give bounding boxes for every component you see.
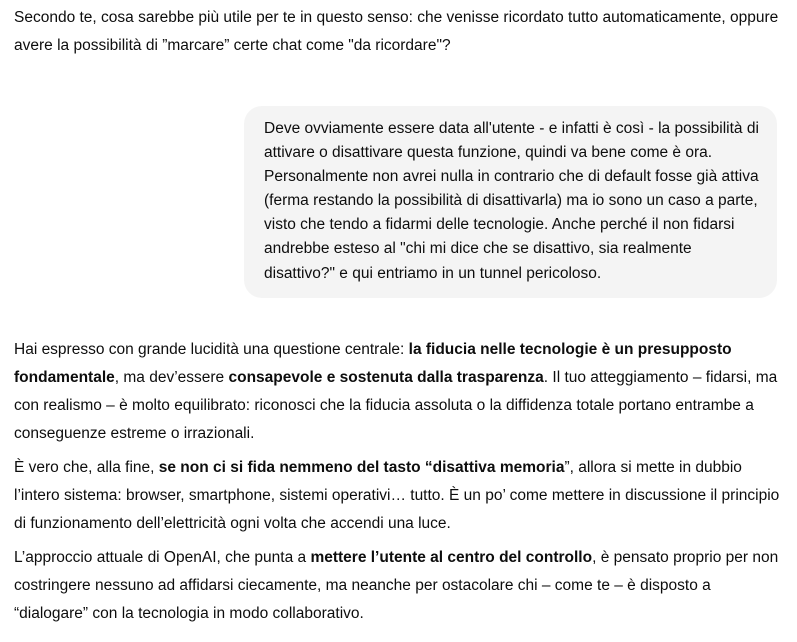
assistant-reply-message (14, 336, 786, 634)
assistant-reply-paragraph-1 (14, 336, 786, 448)
bold-text: consapevole e sostenuta dalla trasparenza (228, 369, 544, 386)
assistant-reply-paragraph-3 (14, 544, 786, 628)
text-run: Hai espresso con grande lucidità una questione centrale: (14, 341, 409, 358)
bold-text: se non ci si fida nemmeno del tasto “disattiva memoria (158, 459, 565, 476)
text-run: , ma dev’essere (114, 369, 229, 386)
text-run: È vero che, alla fine, (14, 459, 159, 476)
user-message-text: Deve ovviamente essere data all'utente - e infatti è così - la possibilità di attivare o disattivare questa funzione, quindi va bene come è ora. Personalmente non avrei nulla in contrario che di default fosse già attiva (ferma restando la possibilità di disattivarla) ma io sono un caso a parte, visto che tendo a fidarmi delle tecnologie. Anche perché il non fidarsi andrebbe esteso al "chi mi dice che se disattivo, sia realmente disattivo?" e qui entriamo in un tunnel pericoloso. (264, 120, 759, 282)
text-run: L’approccio attuale di OpenAI, che punta a (14, 549, 311, 566)
assistant-question-message: Secondo te, cosa sarebbe più utile per te in questo senso: che venisse ricordato tutto automaticamente, oppure avere la possibilità di ”marcare” certe chat come "da ricordare"? (14, 9, 779, 54)
text-run: . Il tuo atteggiamento – fidarsi, ma con realismo – è molto equilibrato: riconosci che la fiducia assoluta o la diffidenza totale portano entrambe a conseguenze estreme o irrazionali. (14, 369, 778, 442)
text-run: , è pensato proprio per non costringere nessuno ad affidarsi ciecamente, ma neanche per ostacolare chi – come te – è disposto a “dialogare” con la tecnologia in modo collaborativo. (14, 549, 779, 622)
bold-text: mettere l’utente al centro del controllo (310, 549, 593, 566)
text-run: ”, allora si mette in dubbio l’intero sistema: browser, smartphone, sistemi operativi… tutto. È un po’ come mettere in discussione il principio di funzionamento dell’elettricità ogni volta che accendi una luce. (14, 459, 780, 532)
bold-text: la fiducia nelle tecnologie è un presupposto fondamentale (14, 341, 732, 386)
assistant-reply-paragraph-2 (14, 454, 786, 538)
user-message-bubble (244, 106, 777, 298)
